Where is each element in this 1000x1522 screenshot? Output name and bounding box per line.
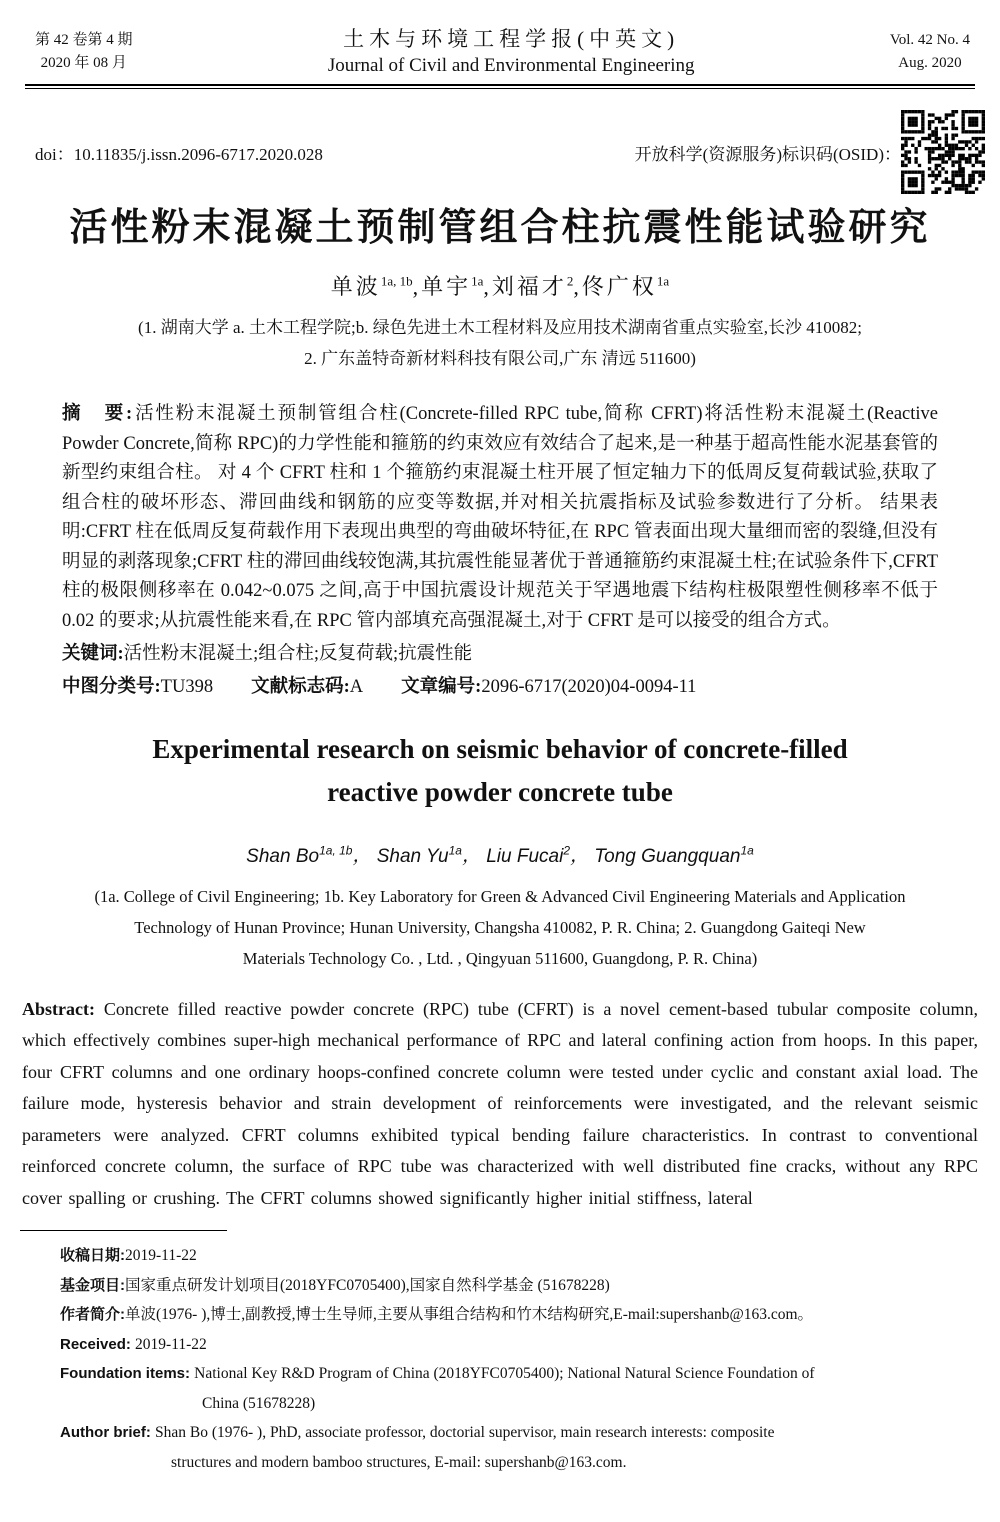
issue-info-en [890,29,970,75]
journal-name-en: Journal of Civil and Environmental Engineering [327,55,695,76]
foundation-items-en-cont: China (51678228) [202,1394,316,1412]
author-separator: ， [352,845,377,867]
article-title-cn: 活性粉末混凝土预制管组合柱抗震性能试验研究 [69,207,931,249]
abstract-en [22,994,978,1215]
received-date-cn: 收稿日期:2019-11-22 [60,1247,197,1265]
abstract-text-en: Concrete filled reactive powder concrete (RPC) tube (CFRT) is a novel cement-based tubular composite column, which effectively combines super-high mechanical performance of RPC and lateral confining action from hoops. In this paper, four CFRT columns and one ordinary hoops-confined concrete column were tested under cyclic and constant axial load. The failure mode, hysteresis behavior and strain development of reinforcements were investigated, and the relevant seismic parameters were analyzed. CFRT columns exhibited typical bending failure characteristics. In contrast to conventional reinforced concrete column, the surface of RPC tube was characterized with well distributed fine cracks, without any RPC cover spalling or crushing. The CFRT columns showed significantly higher initial stiffness, lateral [22,998,978,1208]
abstract-text-cn: 活性粉末混凝土预制管组合柱(Concrete-filled RPC tube,简称 CFRT)将活性粉末混凝土(Reactive Powder Concrete,简称 RPC)的力学性能和箍筋的约束效应有效结合了起来,是一种基于超高性能水泥基套管的新型约束组合柱。 对 4 个 CFRT 柱和 1 个箍筋约束混凝土柱开展了恒定轴力下的低周反复荷载试验,获取了组合柱的破坏形态、滞回曲线和钢筋的应变等数据,并对相关抗震指标及试验参数进行了分析。 结果表明:CFRT 柱在低周反复荷载作用下表现出典型的弯曲破坏特征,在 RPC 管表面出现大量细而密的裂缝,但没有明显的剥落现象;CFRT 柱的滞回曲线较饱满,其抗震性能显著优于普通箍筋约束混凝土柱;在试验条件下,CFRT 柱的极限侧移率在 0.042~0.075 之间,高于中国抗震设计规范关于罕遇地震下结构柱极限塑性侧移率不低于 0.02 的要求;从抗震性能来看,在 RPC 管内部填充高强混凝土,对于 CFRT 是可以接受的组合方式。 [62,404,938,631]
foundation-items-cn: 基金项目:国家重点研发计划项目(2018YFC0705400),国家自然科学基金 (51678228) [60,1276,610,1294]
keywords-line-cn [62,638,938,671]
issue-volume-en: Vol. 42 No. 4 [889,32,970,48]
osid-qr-code-icon [901,110,985,194]
keywords-text-cn: 活性粉末混凝土;组合柱;反复荷载;抗震性能 [123,644,473,665]
footnote-divider-rule [20,1230,227,1231]
author-en: Shan $Bo^{1a, 1b}$ [246,843,353,867]
header-divider-rule [25,84,975,89]
author-brief-cn: 作者简介:单波(1976- ),博士,副教授,博士生导师,主要从事组合结构和竹木结构研究,E-mail:supershanb@163.com。 [60,1306,814,1324]
author-separator: , [573,274,582,300]
author-separator: , [483,274,492,300]
author-separator: , [412,274,422,300]
issue-date-cn: 2020 年 08 月 [40,55,127,71]
keywords-label-cn: 关键词: [62,644,124,665]
article-id-pair: 文章编号:2096-6717(2020)04-0094-11 [401,677,697,698]
doi-text: doi：10.11835/j.issn.2096-6717.2020.028 [35,144,323,164]
issue-info-cn [35,29,133,75]
journal-name-cn: 土木与环境工程学报(中英文) [343,27,680,51]
affiliation-en-line1: (1a. College of Civil Engineering; 1b. Key Laboratory for Green & Advanced Civil Engineering Materials and Application [94,886,906,906]
abstract-cn [62,400,938,636]
author-cn: 刘福才$^2$ [491,274,574,300]
meta-row [35,109,985,195]
author-cn: 单波$^{1a, 1b}$ [330,274,413,300]
abstract-label-cn: 摘 要: [62,404,134,425]
doc-code-pair: 文献标志码:A [251,677,364,698]
osid-label: 开放科学(资源服务)标识码(OSID)： [634,144,901,164]
author-brief-en-cont: structures and modern bamboo structures, E-mail: supershanb@163.com. [171,1453,627,1471]
article-title-en-line1: Experimental research on seismic behavior of concrete-filled [152,734,848,765]
author-cn: 佟广权$^{1a}$ [581,274,670,300]
author-brief-en: Author brief: Shan Bo (1976- ), PhD, associate professor, doctorial supervisor, main research interests: composite [60,1424,775,1442]
author-separator: ， [461,845,487,867]
author-line-cn [0,266,1000,303]
affiliation-cn-line1: (1. 湖南大学 a. 土木工程学院;b. 绿色先进土木工程材料及应用技术湖南省重点实验室,长沙 410082; [138,318,862,338]
article-title-en [0,728,1000,814]
abstract-block-cn [62,400,938,704]
received-date-en: Received: 2019-11-22 [60,1335,207,1353]
article-title-en-line2: reactive powder concrete tube [327,777,673,808]
author-line-en [0,836,1000,870]
affiliation-en-line3: Materials Technology Co. , Ltd. , Qingyuan 511600, Guangdong, P. R. China) [242,948,758,968]
issue-date-en: Aug. 2020 [898,55,962,71]
affiliation-cn [0,312,1000,374]
abstract-label-en: Abstract: [22,998,104,1019]
classification-line [62,671,938,704]
author-en: Tong Guangquan$^{1a}$ [594,843,754,867]
affiliation-en [0,881,1000,974]
osid-block [635,110,985,194]
journal-name-block [133,25,890,79]
foundation-items-en: Foundation items: National Key R&D Program of China (2018YFC0705400); National Natural Science Foundation of [60,1365,815,1383]
journal-header [0,26,1000,78]
issue-volume-cn: 第 42 卷第 4 期 [35,32,133,48]
clc-pair: 中图分类号:TU398 [62,677,214,698]
affiliation-cn-line2: 2. 广东盖特奇新材料科技有限公司,广东 清远 511600) [304,349,696,369]
footnote-block [60,1241,972,1477]
author-separator: ， [570,845,595,867]
author-cn: 单宇$^{1a}$ [421,274,484,300]
author-en: Shan $Yu^{1a}$ [376,843,462,867]
author-en: Liu Fucai$^2$ [486,843,571,867]
affiliation-en-line2: Technology of Hunan Province; Hunan University, Changsha 410082, P. R. China; 2. Guangdong Gaiteqi New [134,917,866,937]
